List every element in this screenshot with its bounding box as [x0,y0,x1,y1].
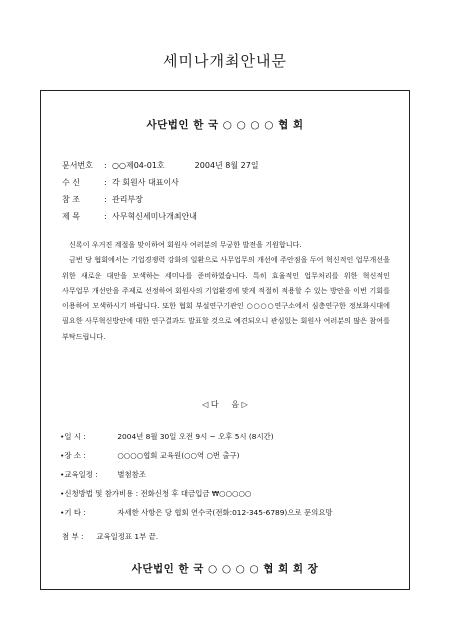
meta-label: 문서번호 [62,161,93,170]
detail-label: •신청방법 및 참가비용 : [60,489,139,498]
meta-value: 사무혁신세미나개최안내 [112,212,198,221]
meta-value: ○○제04-01호 [112,161,165,170]
meta-colon: : [104,161,107,170]
meta-value: 관리부장 [112,195,143,204]
attachment-label: 첨 부 : [62,532,84,541]
detail-value: 전화신청 후 대금입금 ₩○○○○○ [140,489,252,498]
detail-value: 2004년 8월 30일 오전 9시 ~ 오후 5시 (8시간) [117,432,274,441]
meta-block [62,157,392,225]
detail-row-other [60,503,395,522]
detail-label: •기 타 : [60,508,86,517]
section-heading-dadum: ◁ 다 음 ▷ [202,400,248,409]
footer-org-signature: 사단법인 한 국 ○ ○ ○ ○ 협 회 회 장 [131,563,319,575]
meta-label: 수 신 [62,178,80,187]
meta-colon: : [104,212,107,221]
body-text [62,237,390,344]
detail-row-datetime [60,427,395,446]
body-paragraph: 금번 당 협회에서는 기업경쟁력 강화의 일환으로 사무업무의 개선에 주안점을 두어 혁신적인 업무개선을 위한 새로운 대안을 모색하는 세미나를 준비하였습니다. 특히 효율적인 업무처리를 위한 혁신적인 사무업무 개선안을 주제로 선정하여 회원사의 기업환경에 맞게 적절히 적용할 수 있는 방안을 이번 기회를 이용하여 모색하시기 바랍니다. 또한 협회 부설연구기관인 ○○○○연구소에서 심층연구한 정보화시대에 필요한 사무혁신방안에 대한 연구결과도 발표할 것으로 예견되오니 관심있는 회원사 여러분의 많은 참여를 부탁드립니다. [62,255,390,341]
attachment-line [62,531,158,542]
meta-date: 2004년 8월 27일 [194,161,259,170]
document-title: 세미나개최안내문 [163,52,287,70]
letter-frame [40,90,410,590]
meta-value: 각 회원사 대표이사 [112,178,179,187]
detail-row-registration [60,484,395,503]
meta-colon: : [104,195,107,204]
attachment-value: 교육일정표 1부 끝. [96,532,159,541]
meta-label: 참 조 [62,195,80,204]
detail-value: 별첨참조 [117,470,146,479]
detail-label: •장 소 : [60,451,86,460]
detail-value: 자세한 사항은 당 협회 연수국(전화:012-345-6789)으로 문의요망 [117,508,333,517]
org-header: 사단법인 한 국 ○ ○ ○ ○ 협 회 [146,119,304,131]
meta-row-subject [62,208,392,225]
detail-row-location [60,446,395,465]
meta-colon: : [104,178,107,187]
meta-label: 제 목 [62,212,80,221]
body-paragraph: 신록이 우거진 계절을 맞이하여 회원사 여러분의 무궁한 발전을 기원합니다. [69,240,302,249]
detail-label: •교육일정 : [60,470,98,479]
details-list [60,427,395,522]
detail-value: ○○○○협회 교육원(○○역 ○번 출구) [117,451,240,460]
detail-label: •일 시 : [60,432,86,441]
detail-row-schedule [60,465,395,484]
meta-row-reference [62,191,392,208]
meta-row-doc-number [62,157,392,174]
meta-row-recipient [62,174,392,191]
